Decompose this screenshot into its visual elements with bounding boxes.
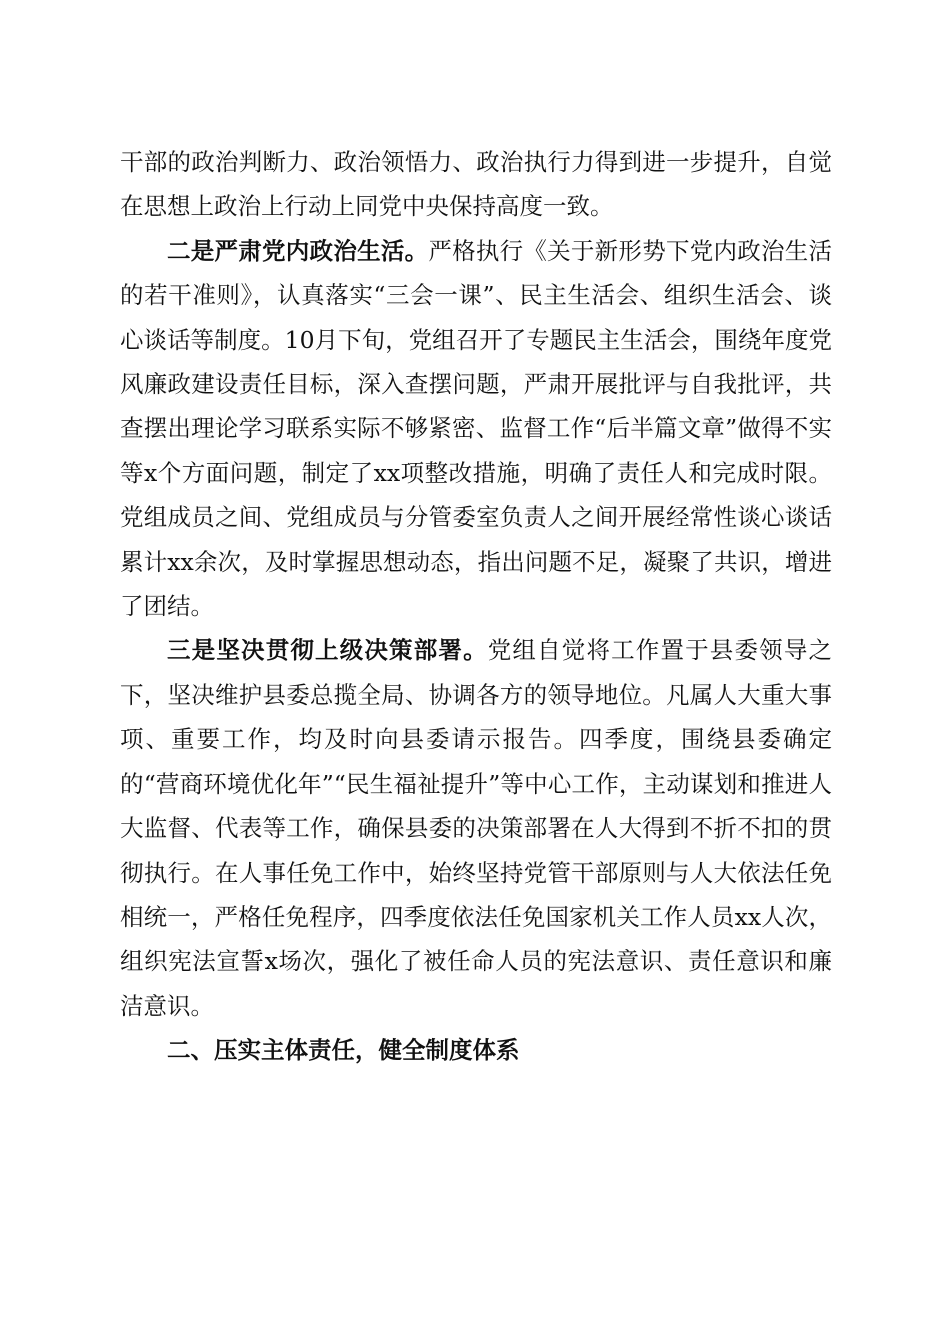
paragraph-body: 严格执行《关于新形势下党内政治生活的若干准则》，认真落实“三会一课”、民主生活会、组织生活会、谈心谈话等制度。10月下旬，党组召开了专题民主生活会，围绕年度党风廉政建设责任目标，深入查摆问题，严肃开展批评与自我批评，共查摆出理论学习联系实际不够紧密、监督工作“后半篇文章”做得不实等x个方面问题，制定了xx项整改措施，明确了责任人和完成时限。党组成员之间、党组成员与分管委室负责人之间开展经常性谈心谈话累计xx余次，及时掌握思想动态，指出问题不足，凝聚了共识，增进了团结。	[120, 236, 833, 621]
section-heading: 二、压实主体责任，健全制度体系	[167, 1036, 520, 1065]
paragraph-strict-political-life	[120, 229, 832, 629]
paragraph-body: 党组自觉将工作置于县委领导之下，坚决维护县委总揽全局、协调各方的领导地位。凡属人大重大事项、重要工作，均及时向县委请示报告。四季度，围绕县委确定的“营商环境优化年”“民生福祉提升”等中心工作，主动谋划和推进人大监督、代表等工作，确保县委的决策部署在人大得到不折不扣的贯彻执行。在人事任免工作中，始终坚持党管干部原则与人大依法任免相统一，严格任免程序，四季度依法任免国家机关工作人员xx人次，组织宪法宣誓x场次，强化了被任命人员的宪法意识、责任意识和廉洁意识。	[120, 636, 832, 1020]
document-body	[120, 140, 832, 1073]
paragraph-lead: 三是坚决贯彻上级决策部署。	[167, 636, 488, 665]
continuation-paragraph: 干部的政治判断力、政治领悟力、政治执行力得到进一步提升，自觉在思想上政治上行动上同党中央保持高度一致。	[120, 148, 832, 221]
paragraph-implement-decisions	[120, 628, 832, 1028]
paragraph-lead: 二是严肃党内政治生活。	[167, 236, 429, 265]
